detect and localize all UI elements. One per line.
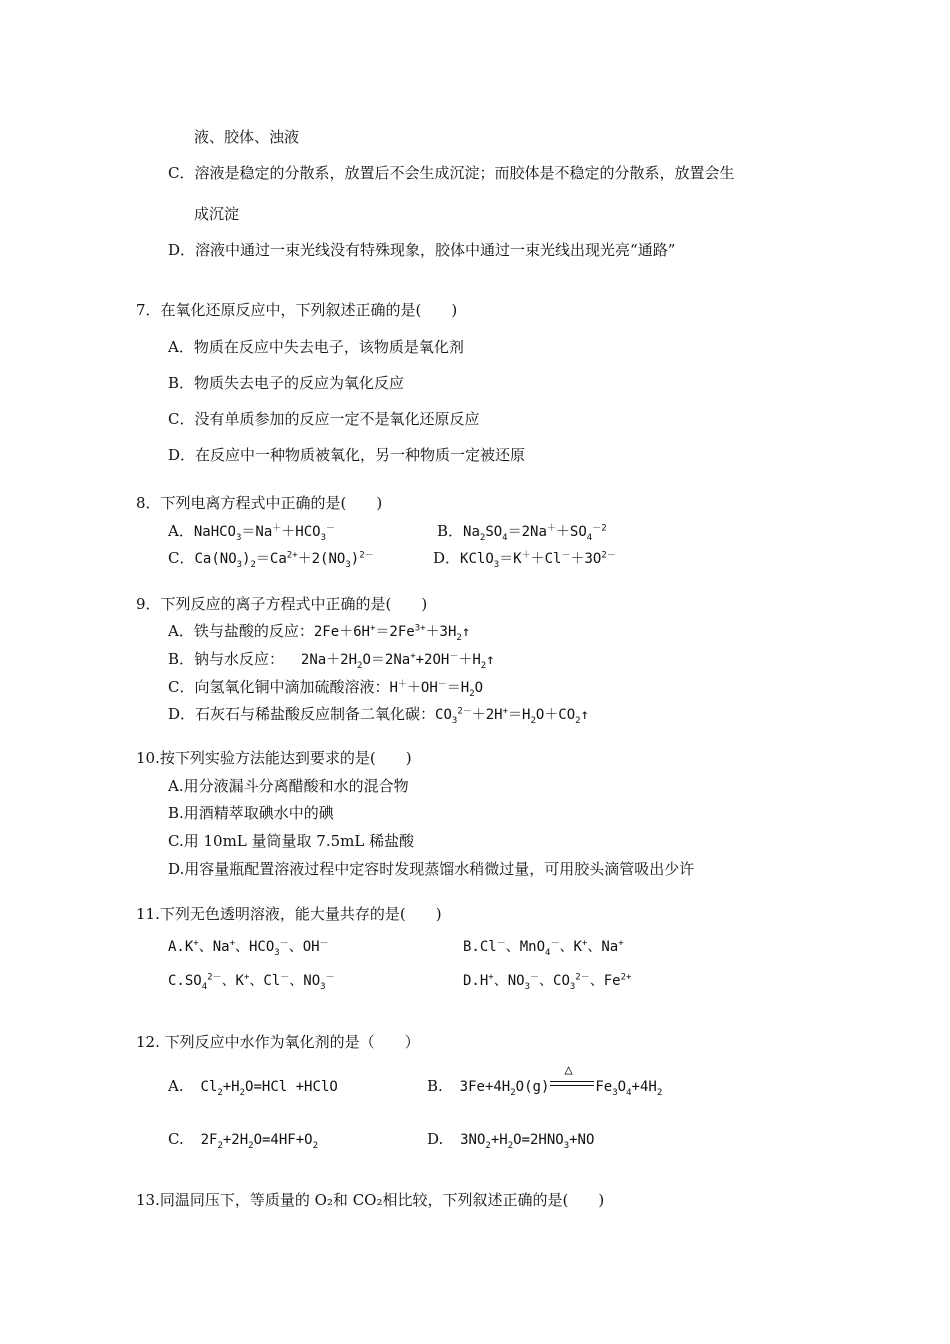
q9-stem: 9．下列反应的离子方程式中正确的是( ) [136,595,428,613]
q6-option-d-text: 溶液中通过一束光线没有特殊现象，胶体中通过一束光线出现光亮“通路” [195,241,676,259]
q6-option-d [168,240,675,260]
q12-option-a-equation: $Cl_2+H_2O=HCl$ +HClO [183,1079,338,1098]
q8-option-a: A．$NaHCO_3=Na^++HCO_3^-$ [168,522,336,543]
q11-stem: 11.下列无色透明溶液，能大量共存的是( ) [136,905,442,923]
q7-option-a: A．物质在反应中失去电子，该物质是氧化剂 [168,338,464,356]
q10-option-d: D.用容量瓶配置溶液过程中定容时发现蒸馏水稍微过量，可用胶头滴管吸出少许 [168,860,695,878]
q7-stem: 7．在氧化还原反应中，下列叙述正确的是( ) [136,301,458,319]
q7-option-d: D．在反应中一种物质被氧化，另一种物质一定被还原 [168,446,526,464]
q9-option-d: D．石灰石与稀盐酸反应制备二氧化碳：$CO_3^{2-}+2H^+=H_2O+CO_2↑$ [168,705,590,726]
q8-option-b: B．$Na_2SO_4=2Na^++SO_4^{-2}$ [437,522,607,543]
q12-option-a: A. $Cl_2+H_2O=HCl$ +HClO [168,1077,338,1098]
q10-option-a: A.用分液漏斗分离醋酸和水的混合物 [168,777,409,795]
q12-option-c-equation: $2F_2+2H_2O=4HF+O_2$ [183,1132,319,1151]
q9-option-a: A．铁与盐酸的反应：$2Fe+6H^+=2Fe^{3+}+3H_2↑$ [168,622,471,643]
q9-option-b-equation: $2Na+2H_2O=2Na^++2OH^-+H_2↑$ [284,651,495,671]
q11-option-a: A.K+、Na+、$HCO_3^-$、OH－ [168,938,329,958]
q12-option-b-equation: $3Fe+4H_2O(g)$ △ $Fe_3O_4+4H_2$ [442,1062,663,1098]
heat-double-line-symbol: △ [550,1077,594,1097]
q8-option-b-equation: $Na_2SO_4=2Na^++SO_4^{-2}$ [463,523,607,543]
q6-option-c-label: C． [168,164,195,182]
q10-option-b: B.用酒精萃取碘水中的碘 [168,804,334,822]
q8-stem: 8．下列电离方程式中正确的是( ) [136,494,383,512]
q6-option-c [168,163,735,183]
q9-option-c: C．向氢氧化铜中滴加硫酸溶液：$H^++OH^-=H_2O$ [168,678,484,699]
q9-option-c-equation: $H^++OH^-=H_2O$ [389,679,484,699]
q12-stem: 12. 下列反应中水作为氧化剂的是（ ） [136,1033,420,1051]
q11-option-d: D.H+、$NO_3^-$、$CO_3^{2-}$、$Fe^{2+}$ [463,972,632,992]
q8-option-a-equation: $NaHCO_3=Na^++HCO_3^-$ [193,523,336,543]
q8-option-d: D．$KClO_3=K^++Cl^-+3O^{2-}$ [433,549,616,570]
q11-option-c: $C.SO_4^{2-}$、K+、Cl－、$NO_3^-$ [168,972,335,992]
q6-option-d-label: D． [168,241,196,259]
q8-option-c-equation: $Ca(NO_3)_2=Ca^{2+}+2(NO_3)^{2-}$ [194,550,374,570]
q10-stem: 10.按下列实验方法能达到要求的是( ) [136,749,412,767]
q11-option-b: B.Cl－、MnO$_4$－、K+、Na+ [463,938,624,958]
q6-option-b-continuation: 液、胶体、浊液 [194,128,300,146]
q8-option-d-equation: $KClO_3=K^++Cl^-+3O^{2-}$ [460,550,616,570]
q13-stem: 13.同温同压下，等质量的 O₂和 CO₂相比较，下列叙述正确的是( ) [136,1191,605,1209]
q10-option-c: C.用 10mL 量筒量取 7.5mL 稀盐酸 [168,832,415,850]
q9-option-a-equation: $2Fe+6H^+=2Fe^{3+}+3H_2↑$ [313,623,471,643]
q9-option-d-equation: $CO_3^{2-}+2H^+=H_2O+CO_2↑$ [435,706,590,726]
q12-option-c: C. $2F_2+2H_2O=4HF+O_2$ [168,1130,319,1151]
q12-option-d-equation: $3NO_2+H_2O=2HNO_3+NO$ [443,1132,595,1151]
q8-option-c: C．$Ca(NO_3)_2=Ca^{2+}+2(NO_3)^{2-}$ [168,549,374,570]
q6-option-c-text: 溶液是稳定的分散系，放置后不会生成沉淀；而胶体是不稳定的分散系，放置会生 [194,164,735,182]
q9-option-b: B．钠与水反应： $2Na+2H_2O=2Na^++2OH^-+H_2↑$ [168,650,495,671]
q7-option-b: B．物质失去电子的反应为氧化反应 [168,374,405,392]
q7-option-c: C．没有单质参加的反应一定不是氧化还原反应 [168,410,480,428]
q6-option-c-continuation: 成沉淀 [194,205,240,223]
q12-option-b: B. $3Fe+4H_2O(g)$ △ $Fe_3O_4+4H_2$ [427,1062,663,1098]
q12-option-d: D. $3NO_2+H_2O=2HNO_3+NO$ [427,1130,595,1151]
